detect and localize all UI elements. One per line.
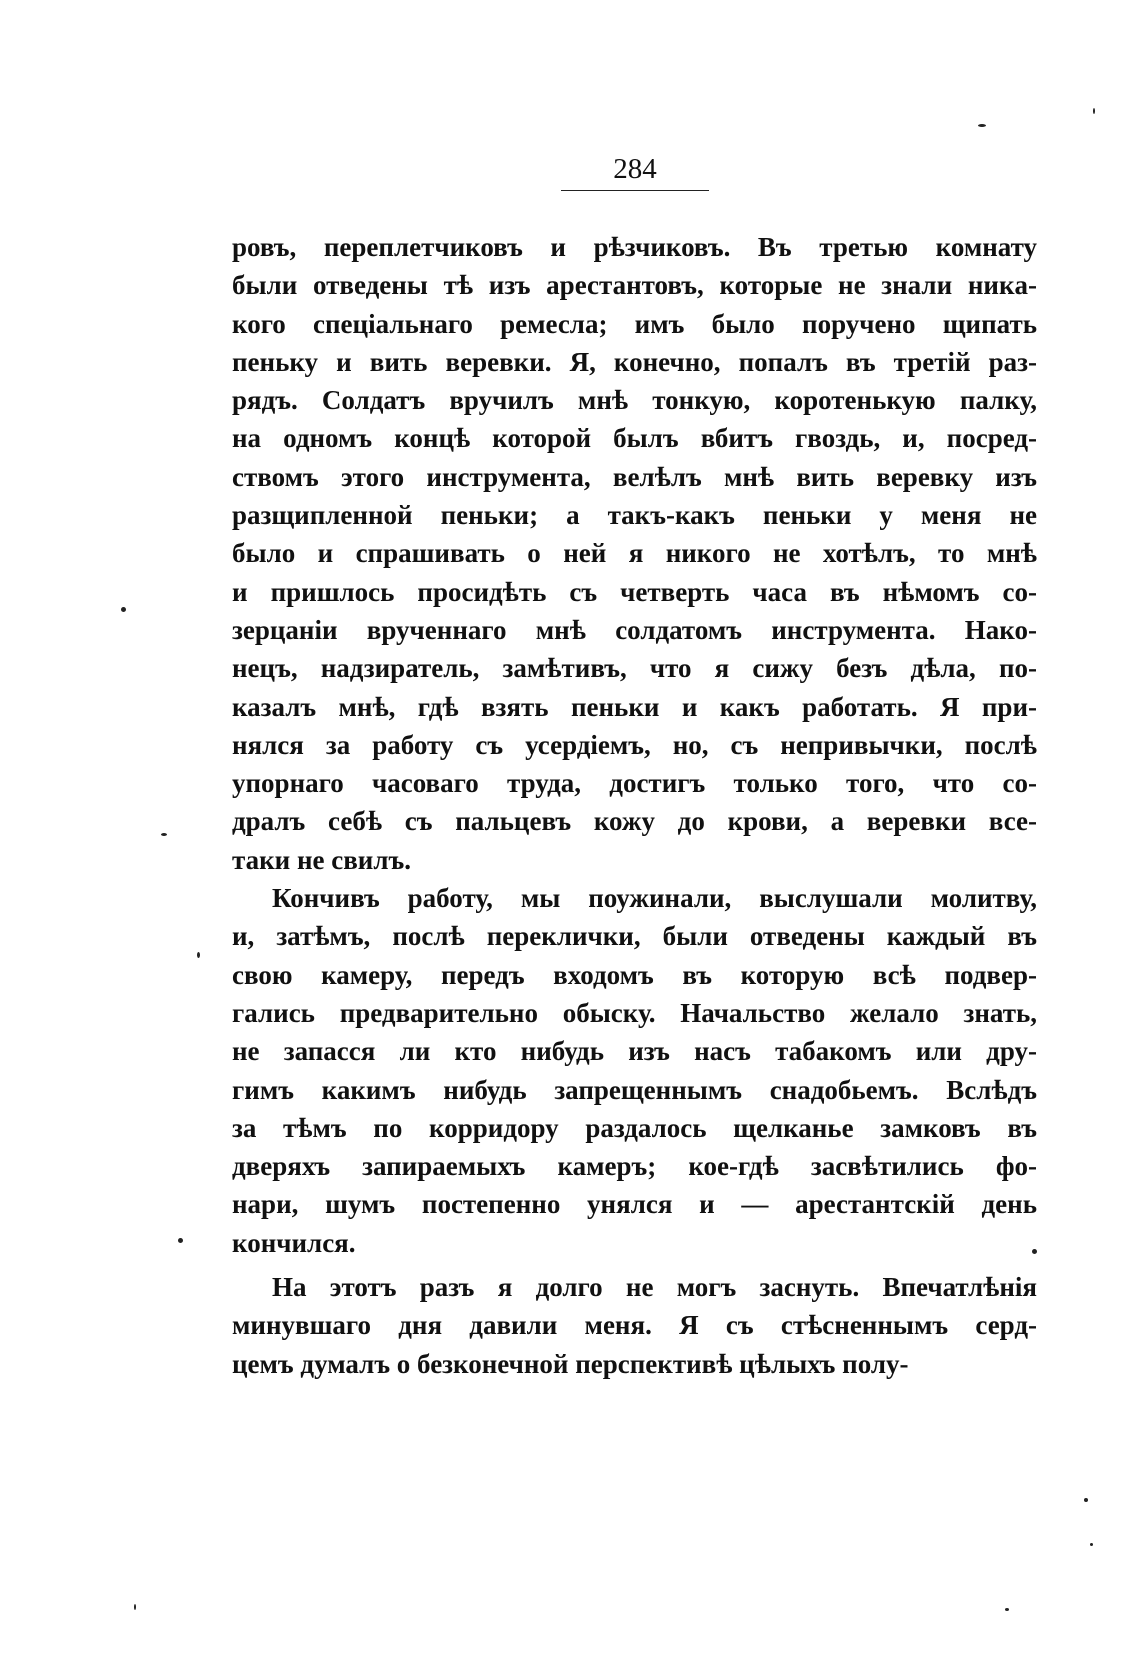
text-line: было и спрашивать о ней я никого не хотѣлъ, то мнѣ: [232, 538, 1037, 569]
text-line: и пришлось просидѣть съ четверть часа въ нѣмомъ со-: [232, 576, 1037, 607]
text-line: цемъ думалъ о безконечной перспективѣ цѣлыхъ полу-: [232, 1348, 909, 1379]
text-line: казалъ мнѣ, гдѣ взять пеньки и какъ работать. Я при-: [232, 691, 1037, 722]
text-line: таки не свилъ.: [232, 844, 412, 875]
text-line: нялся за работу съ усердіемъ, но, съ непривычки, послѣ: [232, 729, 1037, 760]
text-line: На этотъ разъ я долго не могъ заснуть. Впечатлѣнія: [272, 1272, 1037, 1303]
header-rule: [561, 190, 709, 191]
scan-speck: [1084, 1498, 1088, 1502]
text-line: нецъ, надзиратель, замѣтивъ, что я сижу безъ дѣла, по-: [232, 653, 1037, 684]
text-line: гались предварительно обыску. Начальство желало знать,: [232, 997, 1037, 1028]
text-line: кончился.: [232, 1227, 356, 1258]
text-line: кого спеціальнаго ремесла; имъ было поручено щипать: [232, 308, 1037, 339]
page-header: [560, 152, 710, 191]
text-line: ствомъ этого инструмента, велѣлъ мнѣ вить веревку изъ: [232, 461, 1037, 492]
scan-speck: [121, 607, 126, 612]
text-line: на одномъ концѣ которой былъ вбитъ гвоздь, и, посред-: [232, 423, 1037, 454]
scan-speck: [161, 833, 167, 836]
text-line: свою камеру, передъ входомъ въ которую всѣ подвер-: [232, 959, 1037, 990]
scan-speck: [178, 1238, 183, 1243]
text-line: упорнаго часоваго труда, достигъ только того, что со-: [232, 768, 1037, 799]
scan-speck: [1090, 1543, 1093, 1546]
text-line: не запасся ли кто нибудь изъ насъ табакомъ или дру-: [232, 1036, 1037, 1067]
text-line: Кончивъ работу, мы поужинали, выслушали молитву,: [272, 883, 1037, 914]
text-line: нари, шумъ постепенно унялся и — арестантскій день: [232, 1189, 1037, 1220]
scan-speck: [1005, 1608, 1009, 1611]
text-line: дверяхъ запираемыхъ камеръ; кое-гдѣ засвѣтились фо-: [232, 1151, 1037, 1182]
scan-speck: [197, 952, 200, 958]
text-line: минувшаго дня давили меня. Я съ стѣсненнымъ серд-: [232, 1310, 1037, 1341]
text-line: пеньку и вить веревки. Я, конечно, попалъ въ третій раз-: [232, 346, 1037, 377]
text-line: ровъ, переплетчиковъ и рѣзчиковъ. Въ третью комнату: [232, 232, 1037, 262]
page-number: 284: [613, 153, 657, 185]
scan-speck: [134, 1604, 136, 1610]
text-line: зерцаніи врученнаго мнѣ солдатомъ инструмента. Нако-: [232, 614, 1037, 645]
body-text: [232, 228, 1037, 1383]
scan-speck: [1093, 108, 1095, 114]
text-line: разщипленной пеньки; а такъ-какъ пеньки у меня не: [232, 500, 1037, 531]
scan-speck: [978, 124, 986, 127]
text-line: рядъ. Солдатъ вручилъ мнѣ тонкую, коротенькую палку,: [232, 385, 1037, 416]
text-line: были отведены тѣ изъ арестантовъ, которые не знали никa-: [232, 270, 1037, 301]
text-line: за тѣмъ по корридору раздалось щелканье замковъ въ: [232, 1112, 1037, 1143]
text-line: дралъ себѣ съ пальцевъ кожу до крови, а веревки все-: [232, 806, 1037, 837]
scan-speck: [1032, 1249, 1037, 1254]
text-line: и, затѣмъ, послѣ переклички, были отведены каждый въ: [232, 921, 1037, 952]
text-line: гимъ какимъ нибудь запрещеннымъ снадобьемъ. Вслѣдъ: [232, 1074, 1037, 1105]
